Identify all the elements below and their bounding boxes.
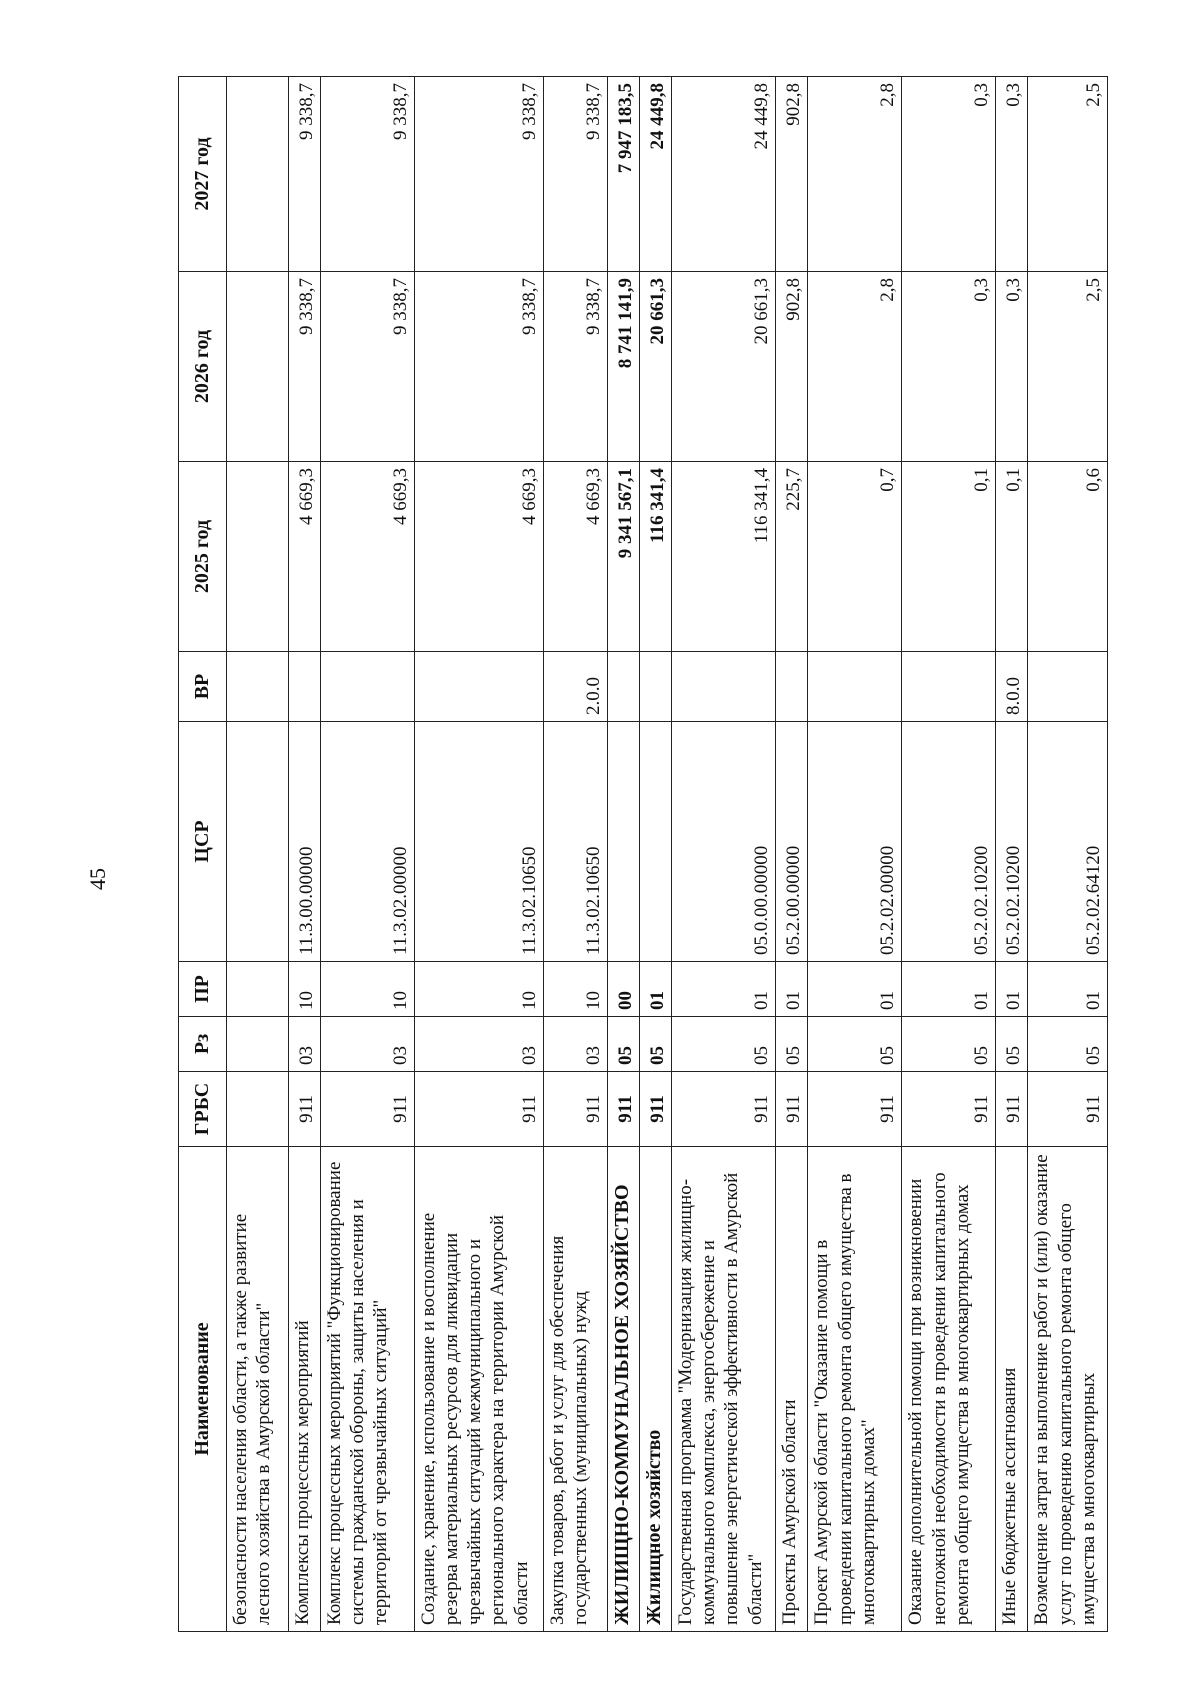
- table-row: [996, 77, 1028, 1632]
- table-row: [776, 77, 808, 1632]
- table-row: [414, 77, 543, 1632]
- cell-2027: 0,3: [996, 77, 1028, 272]
- cell-2025: 4 669,3: [414, 462, 543, 652]
- table-row: [808, 77, 902, 1632]
- cell-pr: 01: [808, 962, 902, 1017]
- cell-name: Жилищное хозяйство: [640, 1147, 672, 1632]
- cell-rz: 05: [608, 1017, 640, 1072]
- cell-2026: 2,8: [808, 272, 902, 462]
- cell-rz: 05: [902, 1017, 996, 1072]
- cell-vr: [672, 652, 776, 722]
- cell-grbs: 911: [776, 1072, 808, 1147]
- cell-vr: [227, 652, 289, 722]
- cell-pr: 10: [320, 962, 414, 1017]
- header-name: Наименование: [179, 1147, 227, 1632]
- cell-grbs: 911: [902, 1072, 996, 1147]
- budget-table: [178, 76, 1108, 1632]
- cell-grbs: 911: [996, 1072, 1028, 1147]
- header-pr: ПР: [179, 962, 227, 1017]
- cell-pr: 00: [608, 962, 640, 1017]
- cell-2027: 902,8: [776, 77, 808, 272]
- cell-2025: 0,1: [996, 462, 1028, 652]
- cell-csr: [608, 722, 640, 962]
- cell-2027: [227, 77, 289, 272]
- cell-2026: 0,3: [902, 272, 996, 462]
- cell-name: Проекты Амурской области: [776, 1147, 808, 1632]
- cell-name: Государственная программа "Модернизация жилищно-коммунального комплекса, энергосбережение и повышение энергетической эффективности в Амурской области": [672, 1147, 776, 1632]
- cell-grbs: 911: [1028, 1072, 1108, 1147]
- table-row: [1028, 77, 1108, 1632]
- cell-2027: 2,5: [1028, 77, 1108, 272]
- table-row: [320, 77, 414, 1632]
- cell-2027: 24 449,8: [640, 77, 672, 272]
- cell-csr: 11.3.00.00000: [288, 722, 320, 962]
- cell-2026: 20 661,3: [672, 272, 776, 462]
- cell-2026: 8 741 141,9: [608, 272, 640, 462]
- cell-name: Создание, хранение, использование и восполнение резерва материальных ресурсов для ликвидации чрезвычайных ситуаций межмуниципального и регионального характера на территории Амурской области: [414, 1147, 543, 1632]
- cell-rz: 05: [640, 1017, 672, 1072]
- header-csr: ЦСР: [179, 722, 227, 962]
- cell-pr: 10: [414, 962, 543, 1017]
- cell-rz: 03: [414, 1017, 543, 1072]
- cell-pr: 01: [902, 962, 996, 1017]
- cell-grbs: 911: [808, 1072, 902, 1147]
- cell-vr: [608, 652, 640, 722]
- cell-2025: 4 669,3: [543, 462, 607, 652]
- cell-2025: 225,7: [776, 462, 808, 652]
- header-2026: 2026 год: [179, 272, 227, 462]
- cell-rz: 03: [320, 1017, 414, 1072]
- cell-2026: 9 338,7: [288, 272, 320, 462]
- cell-rz: 05: [808, 1017, 902, 1072]
- cell-2025: 4 669,3: [288, 462, 320, 652]
- cell-2026: 9 338,7: [414, 272, 543, 462]
- header-2027: 2027 год: [179, 77, 227, 272]
- cell-2027: 9 338,7: [288, 77, 320, 272]
- cell-pr: 01: [996, 962, 1028, 1017]
- cell-name: Закупка товаров, работ и услуг для обеспечения государственных (муниципальных) нужд: [543, 1147, 607, 1632]
- cell-csr: 05.2.02.00000: [808, 722, 902, 962]
- cell-rz: 05: [672, 1017, 776, 1072]
- cell-pr: 01: [776, 962, 808, 1017]
- header-vr: ВР: [179, 652, 227, 722]
- cell-csr: 05.2.02.10200: [996, 722, 1028, 962]
- cell-grbs: 911: [543, 1072, 607, 1147]
- cell-2025: [227, 462, 289, 652]
- rotated-table-wrapper: [178, 77, 1108, 1632]
- cell-rz: 05: [996, 1017, 1028, 1072]
- cell-name: ЖИЛИЩНО-КОММУНАЛЬНОЕ ХОЗЯЙСТВО: [608, 1147, 640, 1632]
- cell-2026: 2,5: [1028, 272, 1108, 462]
- cell-2025: 0,1: [902, 462, 996, 652]
- cell-name: Комплекс процессных мероприятий "Функционирование системы гражданской обороны, защиты населения и территорий от чрезвычайных ситуаций": [320, 1147, 414, 1632]
- cell-csr: 05.0.00.00000: [672, 722, 776, 962]
- cell-csr: 05.2.00.00000: [776, 722, 808, 962]
- cell-grbs: [227, 1072, 289, 1147]
- table-row: [902, 77, 996, 1632]
- cell-name: безопасности населения области, а также развитие лесного хозяйства в Амурской области": [227, 1147, 289, 1632]
- cell-pr: 10: [288, 962, 320, 1017]
- cell-2027: 24 449,8: [672, 77, 776, 272]
- cell-2025: 0,7: [808, 462, 902, 652]
- cell-pr: 01: [672, 962, 776, 1017]
- cell-2026: 9 338,7: [320, 272, 414, 462]
- cell-name: Комплексы процессных мероприятий: [288, 1147, 320, 1632]
- cell-vr: 8.0.0: [996, 652, 1028, 722]
- cell-2026: 902,8: [776, 272, 808, 462]
- cell-grbs: 911: [414, 1072, 543, 1147]
- table-header: [179, 77, 227, 1632]
- cell-2025: 4 669,3: [320, 462, 414, 652]
- cell-vr: [808, 652, 902, 722]
- cell-csr: 11.3.02.10650: [543, 722, 607, 962]
- cell-rz: 05: [1028, 1017, 1108, 1072]
- cell-grbs: 911: [640, 1072, 672, 1147]
- table-row: [227, 77, 289, 1632]
- cell-vr: [320, 652, 414, 722]
- cell-rz: 03: [543, 1017, 607, 1072]
- cell-vr: [288, 652, 320, 722]
- table-row: [608, 77, 640, 1632]
- cell-vr: [640, 652, 672, 722]
- cell-2026: 0,3: [996, 272, 1028, 462]
- table-body: [227, 77, 1108, 1632]
- cell-csr: [227, 722, 289, 962]
- cell-csr: 05.2.02.64120: [1028, 722, 1108, 962]
- cell-grbs: 911: [608, 1072, 640, 1147]
- cell-2025: 116 341,4: [672, 462, 776, 652]
- cell-name: Иные бюджетные ассигнования: [996, 1147, 1028, 1632]
- cell-rz: 03: [288, 1017, 320, 1072]
- cell-rz: [227, 1017, 289, 1072]
- cell-vr: [414, 652, 543, 722]
- cell-2026: 9 338,7: [543, 272, 607, 462]
- page-number: 45: [85, 868, 110, 890]
- cell-csr: [640, 722, 672, 962]
- cell-vr: 2.0.0: [543, 652, 607, 722]
- cell-2025: 116 341,4: [640, 462, 672, 652]
- cell-grbs: 911: [288, 1072, 320, 1147]
- cell-2026: [227, 272, 289, 462]
- cell-csr: 05.2.02.10200: [902, 722, 996, 962]
- cell-2027: 2,8: [808, 77, 902, 272]
- cell-grbs: 911: [672, 1072, 776, 1147]
- cell-2027: 7 947 183,5: [608, 77, 640, 272]
- table-row: [288, 77, 320, 1632]
- header-rz: Рз: [179, 1017, 227, 1072]
- table-row: [543, 77, 607, 1632]
- cell-2027: 9 338,7: [320, 77, 414, 272]
- cell-vr: [902, 652, 996, 722]
- cell-grbs: 911: [320, 1072, 414, 1147]
- cell-name: Проект Амурской области "Оказание помощи в проведении капитального ремонта общего имущества в многоквартирных домах": [808, 1147, 902, 1632]
- cell-csr: 11.3.02.00000: [320, 722, 414, 962]
- cell-vr: [776, 652, 808, 722]
- cell-name: Возмещение затрат на выполнение работ и (или) оказание услуг по проведению капитального ремонта общего имущества в многоквартирных: [1028, 1147, 1108, 1632]
- table-row: [640, 77, 672, 1632]
- cell-2027: 9 338,7: [543, 77, 607, 272]
- table-row: [672, 77, 776, 1632]
- header-grbs: ГРБС: [179, 1072, 227, 1147]
- cell-2025: 0,6: [1028, 462, 1108, 652]
- cell-rz: 05: [776, 1017, 808, 1072]
- cell-pr: 01: [1028, 962, 1108, 1017]
- cell-pr: 10: [543, 962, 607, 1017]
- cell-pr: 01: [640, 962, 672, 1017]
- header-2025: 2025 год: [179, 462, 227, 652]
- cell-pr: [227, 962, 289, 1017]
- cell-2027: 9 338,7: [414, 77, 543, 272]
- cell-vr: [1028, 652, 1108, 722]
- cell-2027: 0,3: [902, 77, 996, 272]
- cell-2025: 9 341 567,1: [608, 462, 640, 652]
- cell-name: Оказание дополнительной помощи при возникновении неотложной необходимости в проведении капитального ремонта общего имущества в многоквартирных домах: [902, 1147, 996, 1632]
- cell-csr: 11.3.02.10650: [414, 722, 543, 962]
- cell-2026: 20 661,3: [640, 272, 672, 462]
